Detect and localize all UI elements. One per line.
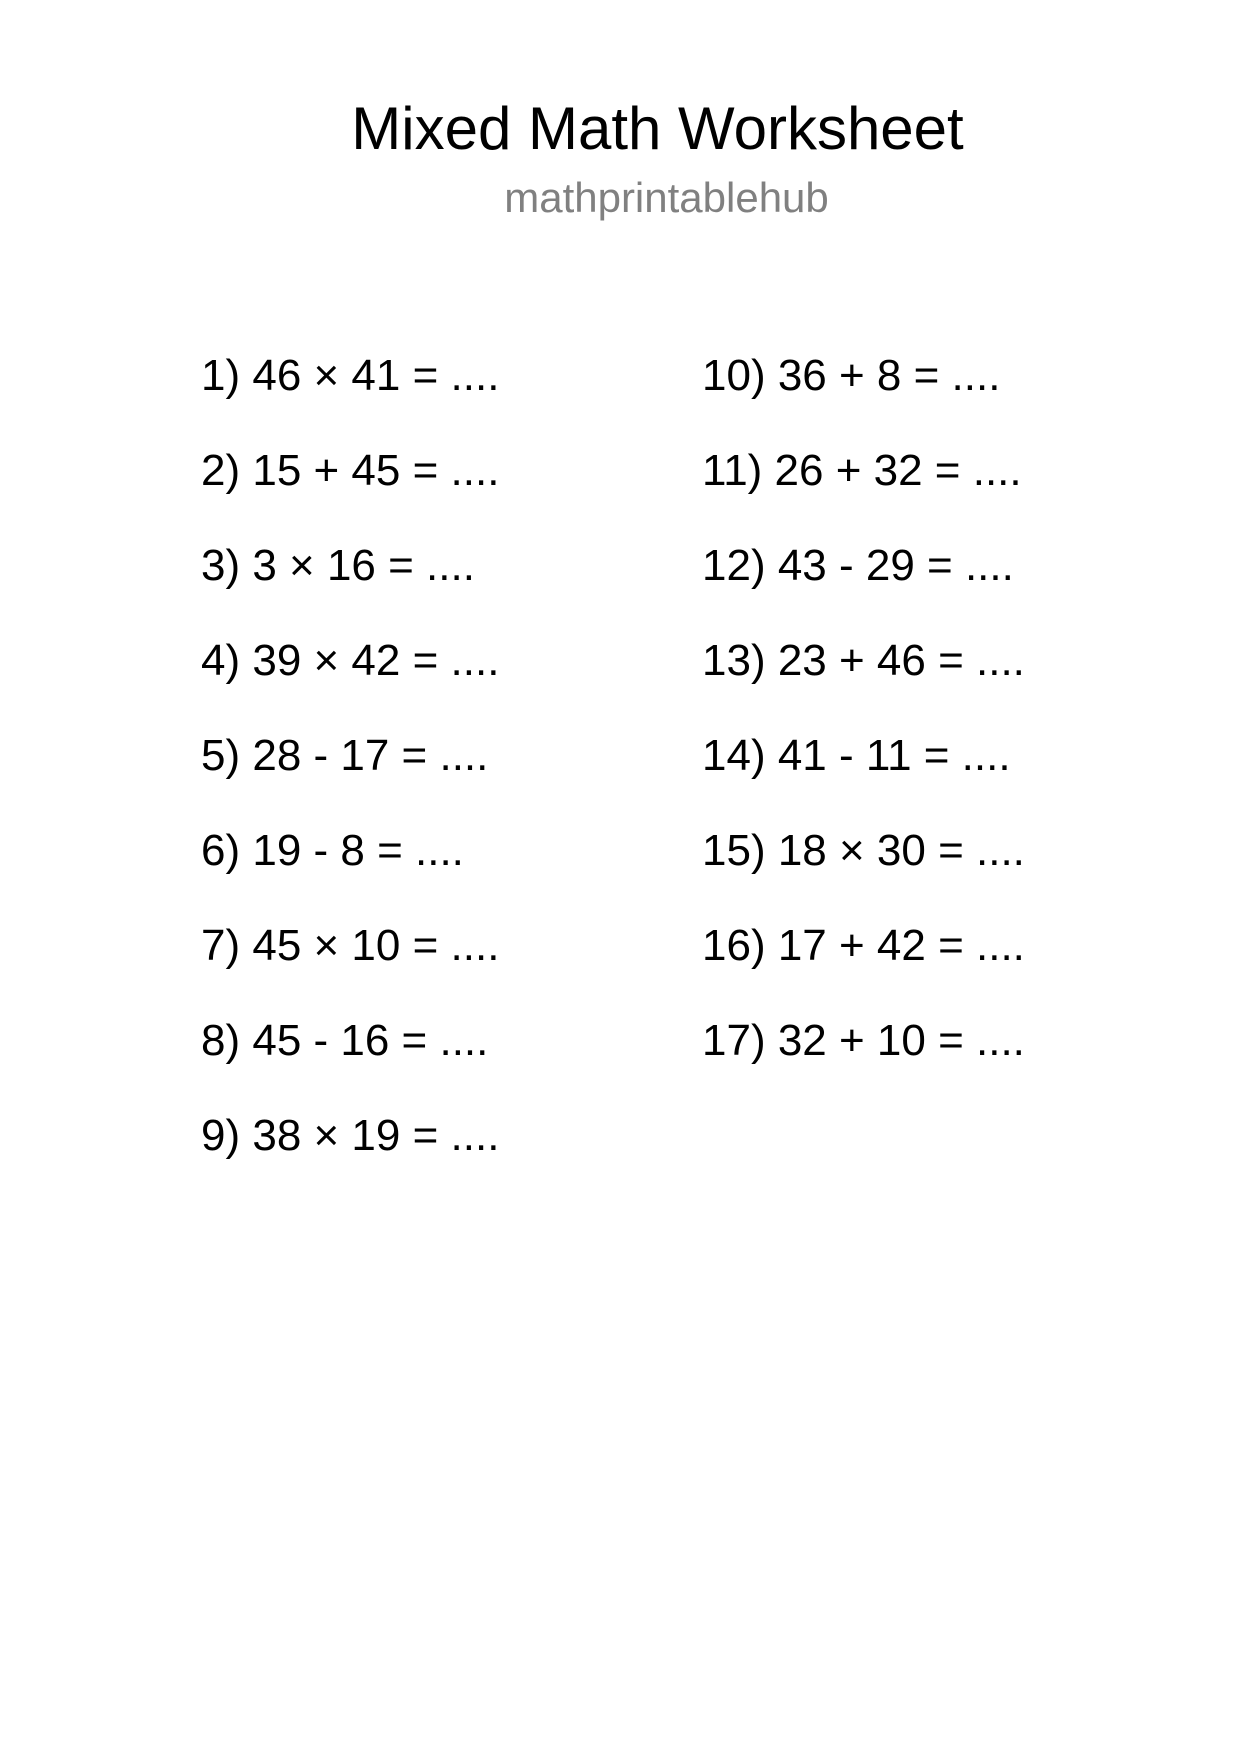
problem-item: 4) 39 × 42 = .... (201, 636, 500, 685)
problem-item: 1) 46 × 41 = .... (201, 351, 500, 400)
problem-item: 3) 3 × 16 = .... (201, 541, 475, 590)
problem-item: 7) 45 × 10 = .... (201, 921, 500, 970)
problem-item: 8) 45 - 16 = .... (201, 1016, 489, 1065)
problem-item: 5) 28 - 17 = .... (201, 731, 489, 780)
problem-item: 10) 36 + 8 = .... (702, 351, 1001, 400)
problem-item: 17) 32 + 10 = .... (702, 1016, 1025, 1065)
problem-item: 6) 19 - 8 = .... (201, 826, 464, 875)
problem-item: 15) 18 × 30 = .... (702, 826, 1025, 875)
problem-item: 2) 15 + 45 = .... (201, 446, 500, 495)
problem-item: 9) 38 × 19 = .... (201, 1111, 500, 1160)
worksheet-subtitle: mathprintablehub (504, 174, 829, 221)
problem-item: 11) 26 + 32 = .... (702, 446, 1022, 495)
problem-item: 12) 43 - 29 = .... (702, 541, 1014, 590)
problem-item: 13) 23 + 46 = .... (702, 636, 1025, 685)
problem-item: 16) 17 + 42 = .... (702, 921, 1025, 970)
problem-item: 14) 41 - 11 = .... (702, 731, 1011, 780)
worksheet-title: Mixed Math Worksheet (351, 95, 964, 162)
